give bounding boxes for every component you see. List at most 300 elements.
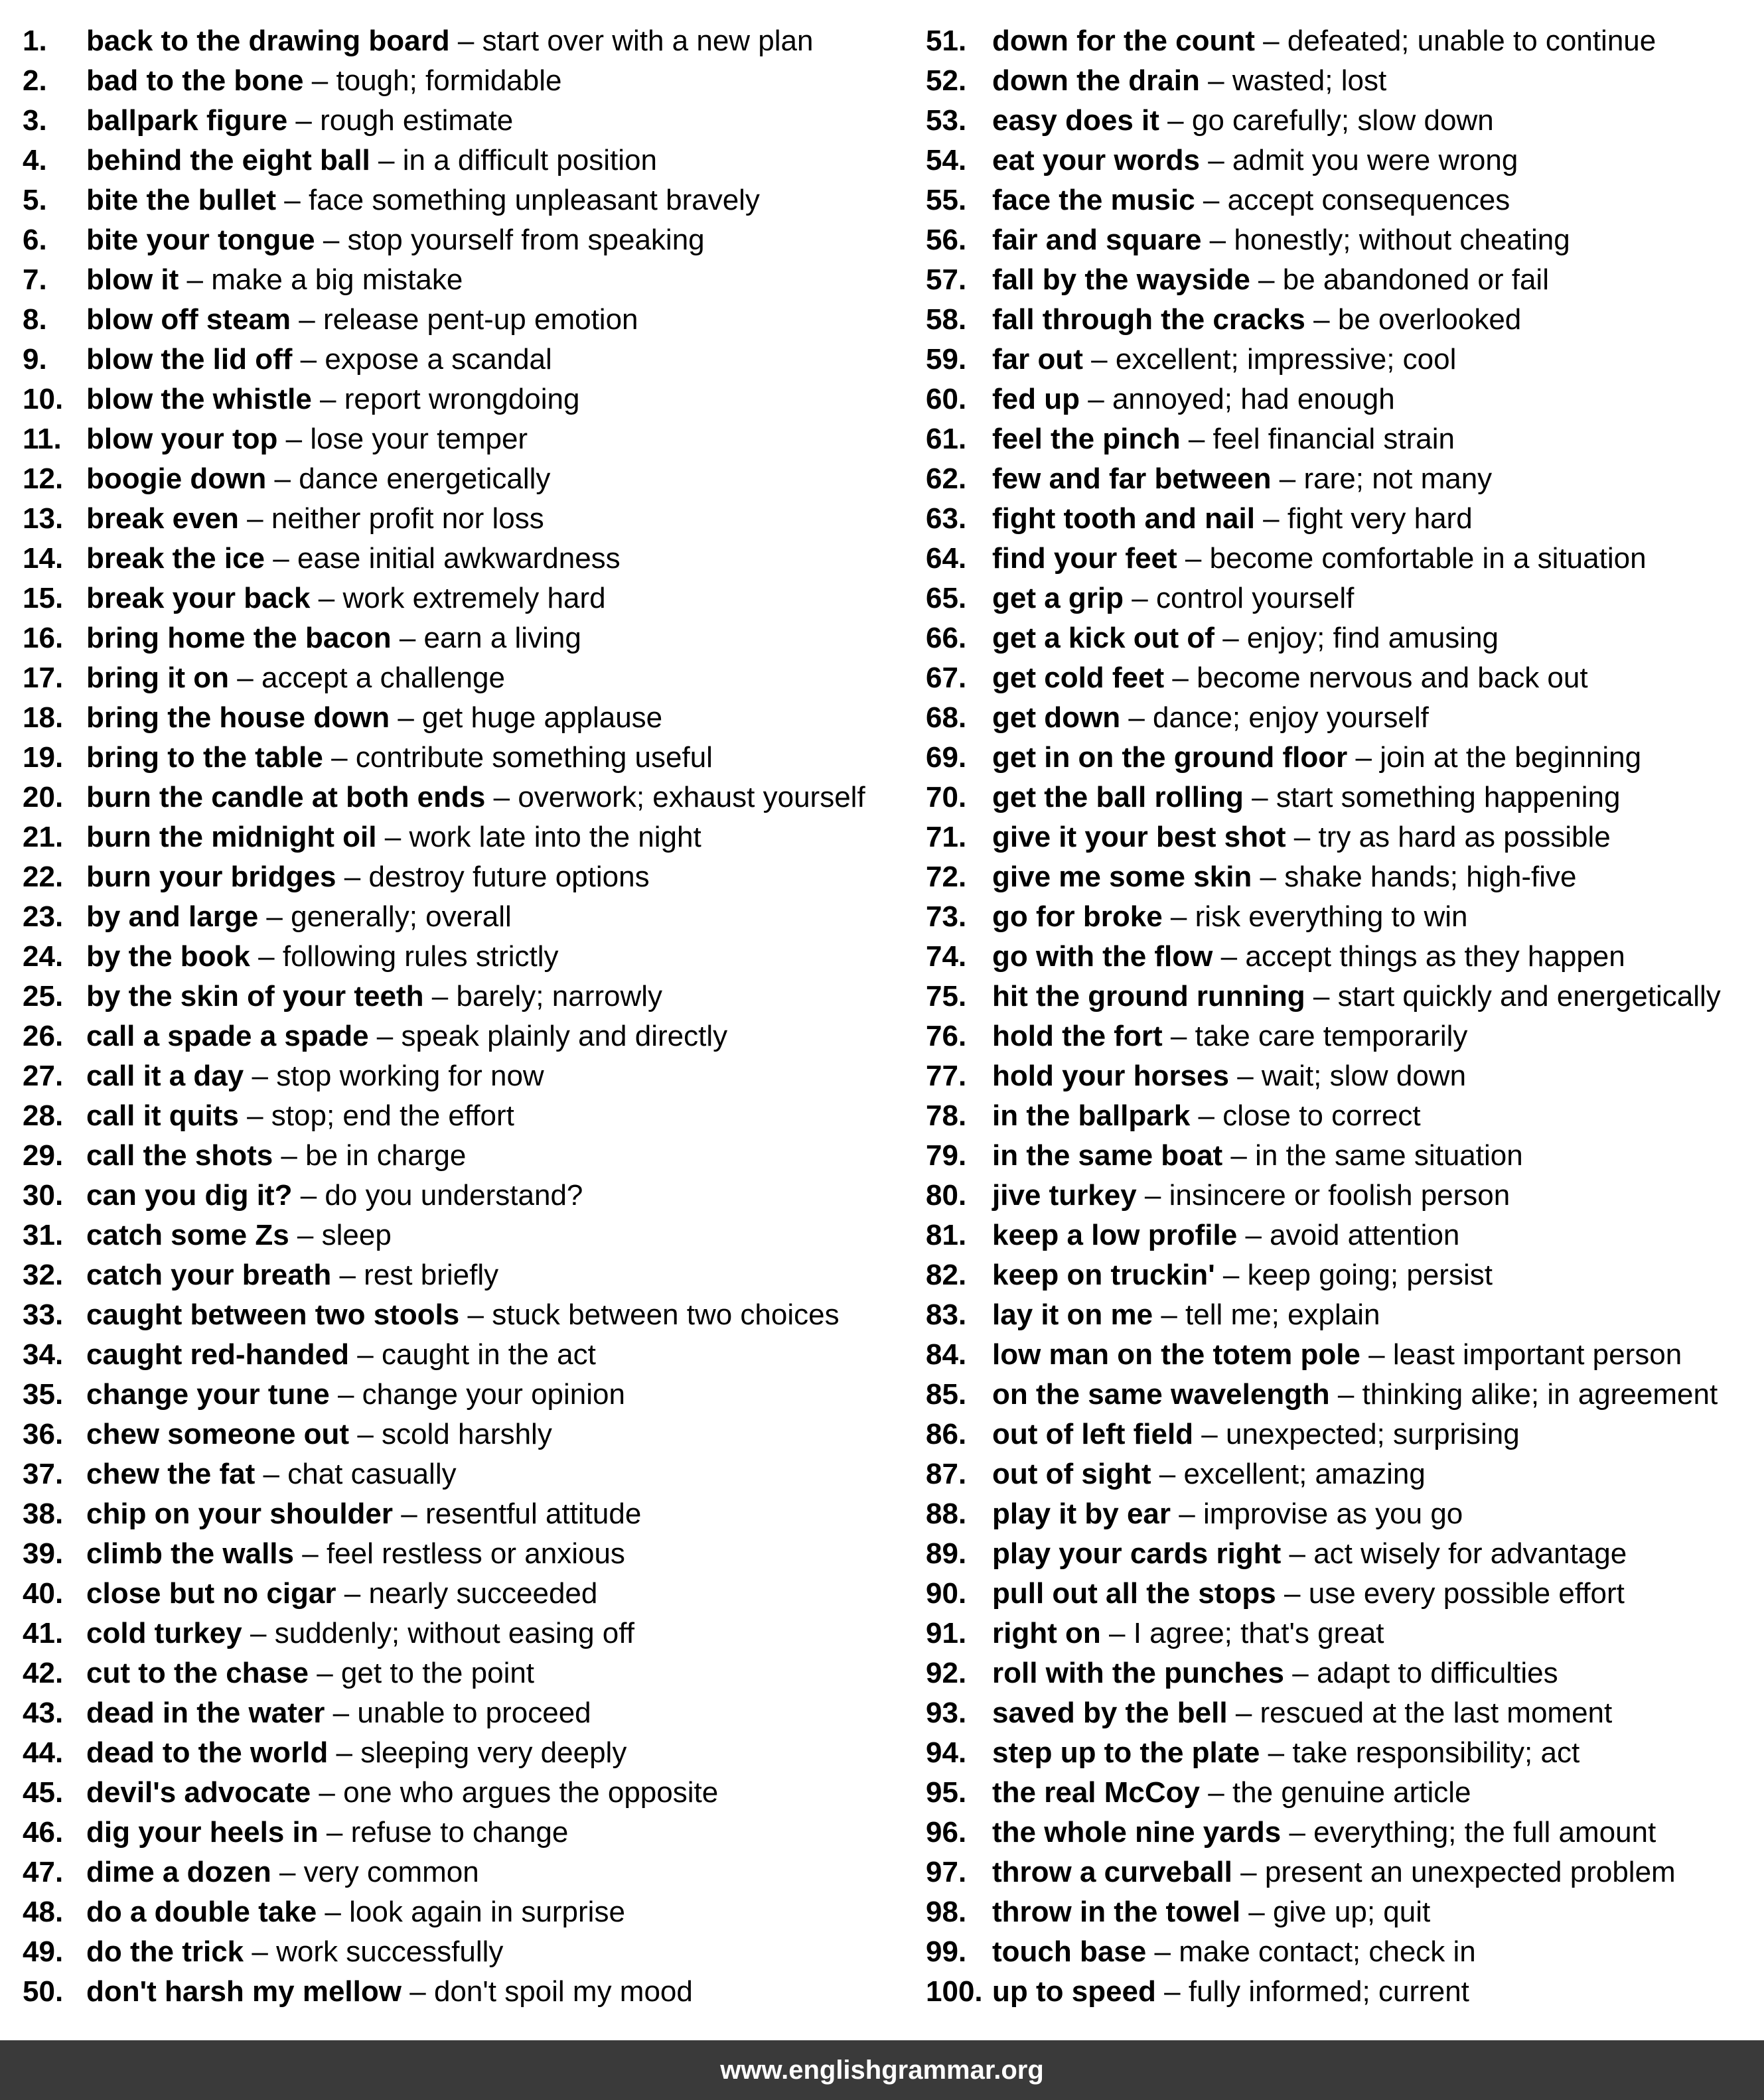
entry-text: [86, 1773, 718, 1813]
idiom-meaning: wasted; lost: [1232, 64, 1387, 97]
idiom-entry: [23, 1176, 912, 1216]
entry-text: [86, 1056, 544, 1096]
entry-number: 97.: [926, 1856, 967, 1888]
entry-text: [86, 579, 606, 618]
separator-dash: –: [1260, 861, 1277, 893]
idiom-meaning: in a difficult position: [402, 144, 657, 176]
entry-number: 85.: [926, 1378, 967, 1411]
entry-number: 45.: [23, 1776, 64, 1809]
entry-text: [992, 499, 1473, 539]
idiom-entry: [23, 698, 912, 738]
separator-dash: –: [1188, 423, 1205, 455]
separator-dash: –: [325, 1896, 341, 1928]
separator-dash: –: [258, 940, 275, 973]
idiom-entry: [926, 1016, 1764, 1056]
idiom-entry: [926, 1056, 1764, 1096]
idiom-phrase: get in on the ground floor: [992, 741, 1348, 774]
idiom-entry: [926, 300, 1764, 340]
entry-number: 65.: [926, 582, 967, 614]
entry-number: 34.: [23, 1338, 64, 1371]
website-url[interactable]: www.englishgrammar.org: [720, 2055, 1044, 2085]
entry-number: 90.: [926, 1577, 967, 1610]
idiom-phrase: in the same boat: [992, 1139, 1223, 1172]
entry-number: 48.: [23, 1896, 64, 1928]
idiom-entry: [926, 658, 1764, 698]
separator-dash: –: [1258, 263, 1275, 296]
idiom-phrase: close but no cigar: [86, 1577, 336, 1610]
entry-number: 9.: [23, 343, 47, 376]
idiom-entry: [23, 340, 912, 380]
entry-text: [992, 1693, 1612, 1733]
entry-text: [86, 1614, 634, 1653]
idiom-entry: [926, 698, 1764, 738]
entry-number: 63.: [926, 502, 967, 535]
entry-text: [86, 1534, 625, 1574]
separator-dash: –: [302, 1537, 319, 1570]
separator-dash: –: [467, 1298, 484, 1331]
entry-number: 77.: [926, 1060, 967, 1092]
separator-dash: –: [1230, 1139, 1247, 1172]
idiom-entry: [926, 1693, 1764, 1733]
idiom-entry: [926, 21, 1764, 61]
separator-dash: –: [336, 1736, 352, 1769]
separator-dash: –: [357, 1418, 374, 1450]
idiom-entry: [23, 1016, 912, 1056]
entry-text: [992, 260, 1549, 300]
entry-text: [992, 1534, 1627, 1574]
separator-dash: –: [284, 184, 301, 216]
separator-dash: –: [1220, 940, 1238, 973]
idiom-phrase: chew the fat: [86, 1458, 256, 1490]
separator-dash: –: [357, 1338, 374, 1371]
separator-dash: –: [1172, 662, 1189, 694]
entry-number: 33.: [23, 1298, 64, 1331]
entry-number: 21.: [23, 821, 64, 853]
idiom-phrase: hold your horses: [992, 1060, 1229, 1092]
entry-text: [86, 260, 463, 300]
idiom-meaning: expose a scandal: [325, 343, 552, 376]
entry-text: [86, 1972, 693, 2012]
idiom-phrase: bring home the bacon: [86, 622, 392, 654]
idiom-phrase: eat your words: [992, 144, 1200, 176]
separator-dash: –: [1161, 1298, 1177, 1331]
idiom-phrase: blow your top: [86, 423, 278, 455]
entry-text: [86, 220, 705, 260]
idiom-entry: [23, 1136, 912, 1176]
idiom-meaning: face something unpleasant bravely: [308, 184, 760, 216]
idiom-meaning: try as hard as possible: [1318, 821, 1611, 853]
separator-dash: –: [237, 662, 254, 694]
entry-text: [86, 101, 513, 141]
idiom-meaning: least important person: [1392, 1338, 1682, 1371]
idiom-meaning: unexpected; surprising: [1226, 1418, 1520, 1450]
idiom-meaning: caught in the act: [381, 1338, 596, 1371]
entry-number: 13.: [23, 502, 64, 535]
idiom-entry: [926, 101, 1764, 141]
entry-text: [992, 141, 1518, 180]
idiom-entry: [926, 1375, 1764, 1415]
idiom-entry: [926, 1892, 1764, 1932]
idiom-entry: [23, 459, 912, 499]
separator-dash: –: [311, 64, 329, 97]
entry-number: 57.: [926, 263, 967, 296]
entry-text: [86, 1494, 641, 1534]
idiom-phrase: play your cards right: [992, 1537, 1282, 1570]
idiom-meaning: stuck between two choices: [492, 1298, 840, 1331]
idiom-meaning: shake hands; high-five: [1284, 861, 1577, 893]
idiom-entry: [23, 141, 912, 180]
entry-number: 10.: [23, 383, 64, 415]
idiom-phrase: easy does it: [992, 104, 1159, 137]
entry-number: 6.: [23, 224, 47, 256]
idiom-meaning: give up; quit: [1272, 1896, 1431, 1928]
idiom-phrase: burn the candle at both ends: [86, 781, 486, 813]
idiom-entry: [926, 897, 1764, 937]
idiom-meaning: excellent; amazing: [1183, 1458, 1426, 1490]
entry-number: 7.: [23, 263, 47, 296]
entry-number: 58.: [926, 303, 967, 336]
separator-dash: –: [1289, 1816, 1305, 1849]
idiom-entry: [926, 180, 1764, 220]
idiom-meaning: accept things as they happen: [1245, 940, 1625, 973]
idiom-entry: [926, 977, 1764, 1016]
entry-number: 73.: [926, 900, 967, 933]
entry-text: [992, 778, 1620, 817]
idiom-phrase: jive turkey: [992, 1179, 1137, 1212]
separator-dash: –: [1240, 1856, 1257, 1888]
idiom-phrase: out of left field: [992, 1418, 1194, 1450]
idiom-meaning: adapt to difficulties: [1316, 1657, 1558, 1689]
entry-text: [992, 1494, 1463, 1534]
entry-number: 47.: [23, 1856, 64, 1888]
idiom-entry: [926, 1972, 1764, 2012]
entry-number: 84.: [926, 1338, 967, 1371]
entry-text: [86, 1176, 583, 1216]
idiom-meaning: enjoy; find amusing: [1246, 622, 1499, 654]
idiom-phrase: break your back: [86, 582, 311, 614]
entry-text: [992, 1176, 1510, 1216]
idiom-meaning: suddenly; without easing off: [274, 1617, 634, 1649]
entry-number: 64.: [926, 542, 967, 575]
idiom-phrase: blow the whistle: [86, 383, 312, 415]
idiom-phrase: down the drain: [992, 64, 1200, 97]
entry-number: 20.: [23, 781, 64, 813]
entry-text: [992, 1096, 1421, 1136]
separator-dash: –: [344, 861, 361, 893]
idiom-entry: [23, 1295, 912, 1335]
separator-dash: –: [300, 1179, 317, 1212]
idiom-phrase: give it your best shot: [992, 821, 1286, 853]
idiom-entry: [23, 1813, 912, 1853]
entry-text: [86, 340, 552, 380]
separator-dash: –: [1268, 1736, 1285, 1769]
entry-text: [86, 1574, 597, 1614]
idiom-entry: [926, 419, 1764, 459]
entry-text: [86, 1653, 534, 1693]
idiom-phrase: call it quits: [86, 1099, 239, 1132]
entry-text: [992, 1335, 1682, 1375]
entry-text: [992, 539, 1647, 579]
idiom-meaning: very common: [303, 1856, 479, 1888]
idiom-entry: [23, 1534, 912, 1574]
entry-text: [992, 1574, 1625, 1614]
idiom-phrase: boogie down: [86, 462, 267, 495]
idiom-meaning: feel financial strain: [1213, 423, 1455, 455]
idiom-phrase: get the ball rolling: [992, 781, 1244, 813]
entry-text: [86, 738, 713, 778]
idiom-phrase: do a double take: [86, 1896, 317, 1928]
entry-number: 80.: [926, 1179, 967, 1212]
separator-dash: –: [1368, 1338, 1385, 1371]
separator-dash: –: [1170, 1020, 1187, 1052]
idiom-meaning: make contact; check in: [1179, 1935, 1476, 1968]
entry-number: 44.: [23, 1736, 64, 1769]
idiom-entry: [23, 1972, 912, 2012]
entry-number: 3.: [23, 104, 47, 137]
separator-dash: –: [1292, 1657, 1309, 1689]
separator-dash: –: [323, 224, 340, 256]
idiom-entry: [926, 1653, 1764, 1693]
entry-number: 28.: [23, 1099, 64, 1132]
idiom-meaning: change your opinion: [362, 1378, 625, 1411]
idiom-meaning: scold harshly: [382, 1418, 552, 1450]
idiom-entry: [926, 1096, 1764, 1136]
idiom-entry: [23, 1096, 912, 1136]
idiom-meaning: be in charge: [305, 1139, 467, 1172]
idiom-meaning: ease initial awkwardness: [297, 542, 621, 575]
idiom-list-right-column: [926, 21, 1764, 2012]
entry-number: 25.: [23, 980, 64, 1013]
idiom-meaning: admit you were wrong: [1232, 144, 1518, 176]
entry-number: 12.: [23, 462, 64, 495]
entry-number: 59.: [926, 343, 967, 376]
idiom-meaning: the genuine article: [1232, 1776, 1471, 1809]
entry-number: 94.: [926, 1736, 967, 1769]
idiom-meaning: release pent-up emotion: [323, 303, 638, 336]
separator-dash: –: [337, 1378, 354, 1411]
separator-dash: –: [1198, 1099, 1215, 1132]
entry-text: [992, 340, 1456, 380]
entry-number: 37.: [23, 1458, 64, 1490]
separator-dash: –: [1159, 1458, 1176, 1490]
entry-number: 99.: [926, 1935, 967, 1968]
separator-dash: –: [285, 423, 303, 455]
entry-text: [992, 101, 1494, 141]
idiom-entry: [23, 1733, 912, 1773]
entry-text: [992, 1454, 1426, 1494]
idiom-meaning: work successfully: [276, 1935, 504, 1968]
idiom-meaning: rare; not many: [1303, 462, 1493, 495]
entry-number: 14.: [23, 542, 64, 575]
entry-text: [86, 1216, 392, 1255]
idiom-phrase: cold turkey: [86, 1617, 242, 1649]
separator-dash: –: [398, 701, 414, 734]
separator-dash: –: [378, 144, 395, 176]
entry-text: [992, 1892, 1430, 1932]
idiom-entry: [23, 817, 912, 857]
entry-text: [992, 1375, 1718, 1415]
idiom-entry: [23, 380, 912, 419]
entry-number: 61.: [926, 423, 967, 455]
entry-text: [992, 1415, 1520, 1454]
idiom-meaning: feel restless or anxious: [326, 1537, 625, 1570]
entry-number: 53.: [926, 104, 967, 137]
entry-text: [992, 61, 1386, 101]
entry-number: 70.: [926, 781, 967, 813]
idiom-list-left-column: [23, 21, 912, 2012]
entry-text: [992, 1295, 1380, 1335]
idiom-phrase: back to the drawing board: [86, 25, 450, 57]
entry-text: [992, 1773, 1471, 1813]
idiom-entry: [926, 1733, 1764, 1773]
separator-dash: –: [1235, 1697, 1252, 1729]
idiom-entry: [23, 1653, 912, 1693]
entry-text: [992, 220, 1570, 260]
idiom-entry: [926, 539, 1764, 579]
entry-number: 54.: [926, 144, 967, 176]
idiom-meaning: stop; end the effort: [271, 1099, 514, 1132]
idiom-meaning: following rules strictly: [282, 940, 559, 973]
idiom-phrase: play it by ear: [992, 1498, 1171, 1530]
idiom-meaning: earn a living: [423, 622, 581, 654]
idiom-meaning: rest briefly: [364, 1259, 499, 1291]
idiom-meaning: wait; slow down: [1261, 1060, 1467, 1092]
idiom-entry: [926, 1454, 1764, 1494]
idiom-entry: [23, 1892, 912, 1932]
idiom-phrase: don't harsh my mellow: [86, 1975, 402, 2008]
idiom-meaning: be abandoned or fail: [1282, 263, 1549, 296]
idiom-phrase: bring to the table: [86, 741, 323, 774]
idiom-meaning: get to the point: [340, 1657, 535, 1689]
separator-dash: –: [317, 1657, 333, 1689]
idiom-entry: [926, 778, 1764, 817]
entry-number: 24.: [23, 940, 64, 973]
entry-number: 22.: [23, 861, 64, 893]
entry-text: [992, 698, 1429, 738]
idiom-phrase: throw a curveball: [992, 1856, 1232, 1888]
idiom-meaning: annoyed; had enough: [1112, 383, 1395, 415]
separator-dash: –: [399, 622, 416, 654]
entry-text: [992, 897, 1467, 937]
entry-text: [992, 380, 1395, 419]
entry-number: 62.: [926, 462, 967, 495]
idiom-entry: [23, 1056, 912, 1096]
idiom-meaning: refuse to change: [350, 1816, 569, 1849]
separator-dash: –: [279, 1856, 296, 1888]
entry-number: 29.: [23, 1139, 64, 1172]
idiom-entry: [926, 618, 1764, 658]
entry-number: 5.: [23, 184, 47, 216]
entry-text: [86, 857, 650, 897]
idiom-entry: [23, 1255, 912, 1295]
separator-dash: –: [1144, 1179, 1161, 1212]
entry-text: [86, 977, 662, 1016]
entry-number: 67.: [926, 662, 967, 694]
idiom-entry: [23, 977, 912, 1016]
separator-dash: –: [1203, 184, 1220, 216]
idiom-phrase: step up to the plate: [992, 1736, 1260, 1769]
idiom-meaning: in the same situation: [1255, 1139, 1523, 1172]
entry-number: 38.: [23, 1498, 64, 1530]
entry-text: [86, 1454, 457, 1494]
idiom-entry: [926, 1574, 1764, 1614]
entry-number: 4.: [23, 144, 47, 176]
idiom-entry: [926, 1255, 1764, 1295]
idiom-meaning: start quickly and energetically: [1337, 980, 1721, 1013]
idiom-meaning: close to correct: [1222, 1099, 1421, 1132]
footer-bar: [0, 2040, 1764, 2100]
entry-text: [86, 380, 579, 419]
entry-text: [86, 141, 657, 180]
separator-dash: –: [1088, 383, 1104, 415]
idiom-entry: [926, 1813, 1764, 1853]
separator-dash: –: [300, 343, 317, 376]
idiom-meaning: risk everything to win: [1195, 900, 1468, 933]
entry-text: [992, 1056, 1466, 1096]
entry-text: [86, 1892, 625, 1932]
idiom-entry: [23, 618, 912, 658]
idiom-entry: [926, 1773, 1764, 1813]
entry-text: [86, 180, 760, 220]
idiom-phrase: fight tooth and nail: [992, 502, 1255, 535]
idiom-meaning: go carefully; slow down: [1191, 104, 1494, 137]
idiom-meaning: join at the beginning: [1380, 741, 1642, 774]
entry-number: 18.: [23, 701, 64, 734]
entry-number: 8.: [23, 303, 47, 336]
idiom-phrase: caught between two stools: [86, 1298, 460, 1331]
idiom-meaning: sleep: [321, 1219, 392, 1251]
separator-dash: –: [1293, 821, 1311, 853]
idiom-entry: [926, 1415, 1764, 1454]
idiom-phrase: by the skin of your teeth: [86, 980, 424, 1013]
idiom-entry: [23, 738, 912, 778]
idiom-meaning: one who argues the opposite: [343, 1776, 719, 1809]
separator-dash: –: [1209, 224, 1226, 256]
entry-text: [992, 618, 1499, 658]
idiom-entry: [23, 499, 912, 539]
separator-dash: –: [331, 741, 348, 774]
idiom-meaning: start something happening: [1276, 781, 1621, 813]
idiom-meaning: contribute something useful: [355, 741, 713, 774]
entry-text: [86, 1255, 498, 1295]
idiom-phrase: by the book: [86, 940, 250, 973]
separator-dash: –: [339, 1259, 356, 1291]
entry-text: [992, 180, 1510, 220]
idiom-phrase: call the shots: [86, 1139, 273, 1172]
idiom-meaning: do you understand?: [325, 1179, 583, 1212]
idiom-meaning: tell me; explain: [1185, 1298, 1380, 1331]
idiom-phrase: dime a dozen: [86, 1856, 271, 1888]
idiom-phrase: find your feet: [992, 542, 1177, 575]
entry-number: 1.: [23, 25, 47, 57]
entry-text: [992, 300, 1521, 340]
separator-dash: –: [1108, 1617, 1126, 1649]
entry-text: [86, 499, 544, 539]
idiom-phrase: few and far between: [992, 462, 1272, 495]
separator-dash: –: [281, 1139, 297, 1172]
entry-text: [992, 1972, 1469, 2012]
idiom-entry: [926, 1176, 1764, 1216]
entry-text: [86, 1375, 625, 1415]
entry-text: [86, 419, 528, 459]
idiom-meaning: present an unexpected problem: [1264, 1856, 1676, 1888]
entry-text: [86, 658, 505, 698]
entry-number: 32.: [23, 1259, 64, 1291]
idiom-entry: [926, 220, 1764, 260]
entry-text: [86, 1733, 626, 1773]
idiom-meaning: tough; formidable: [336, 64, 562, 97]
idiom-phrase: in the ballpark: [992, 1099, 1191, 1132]
